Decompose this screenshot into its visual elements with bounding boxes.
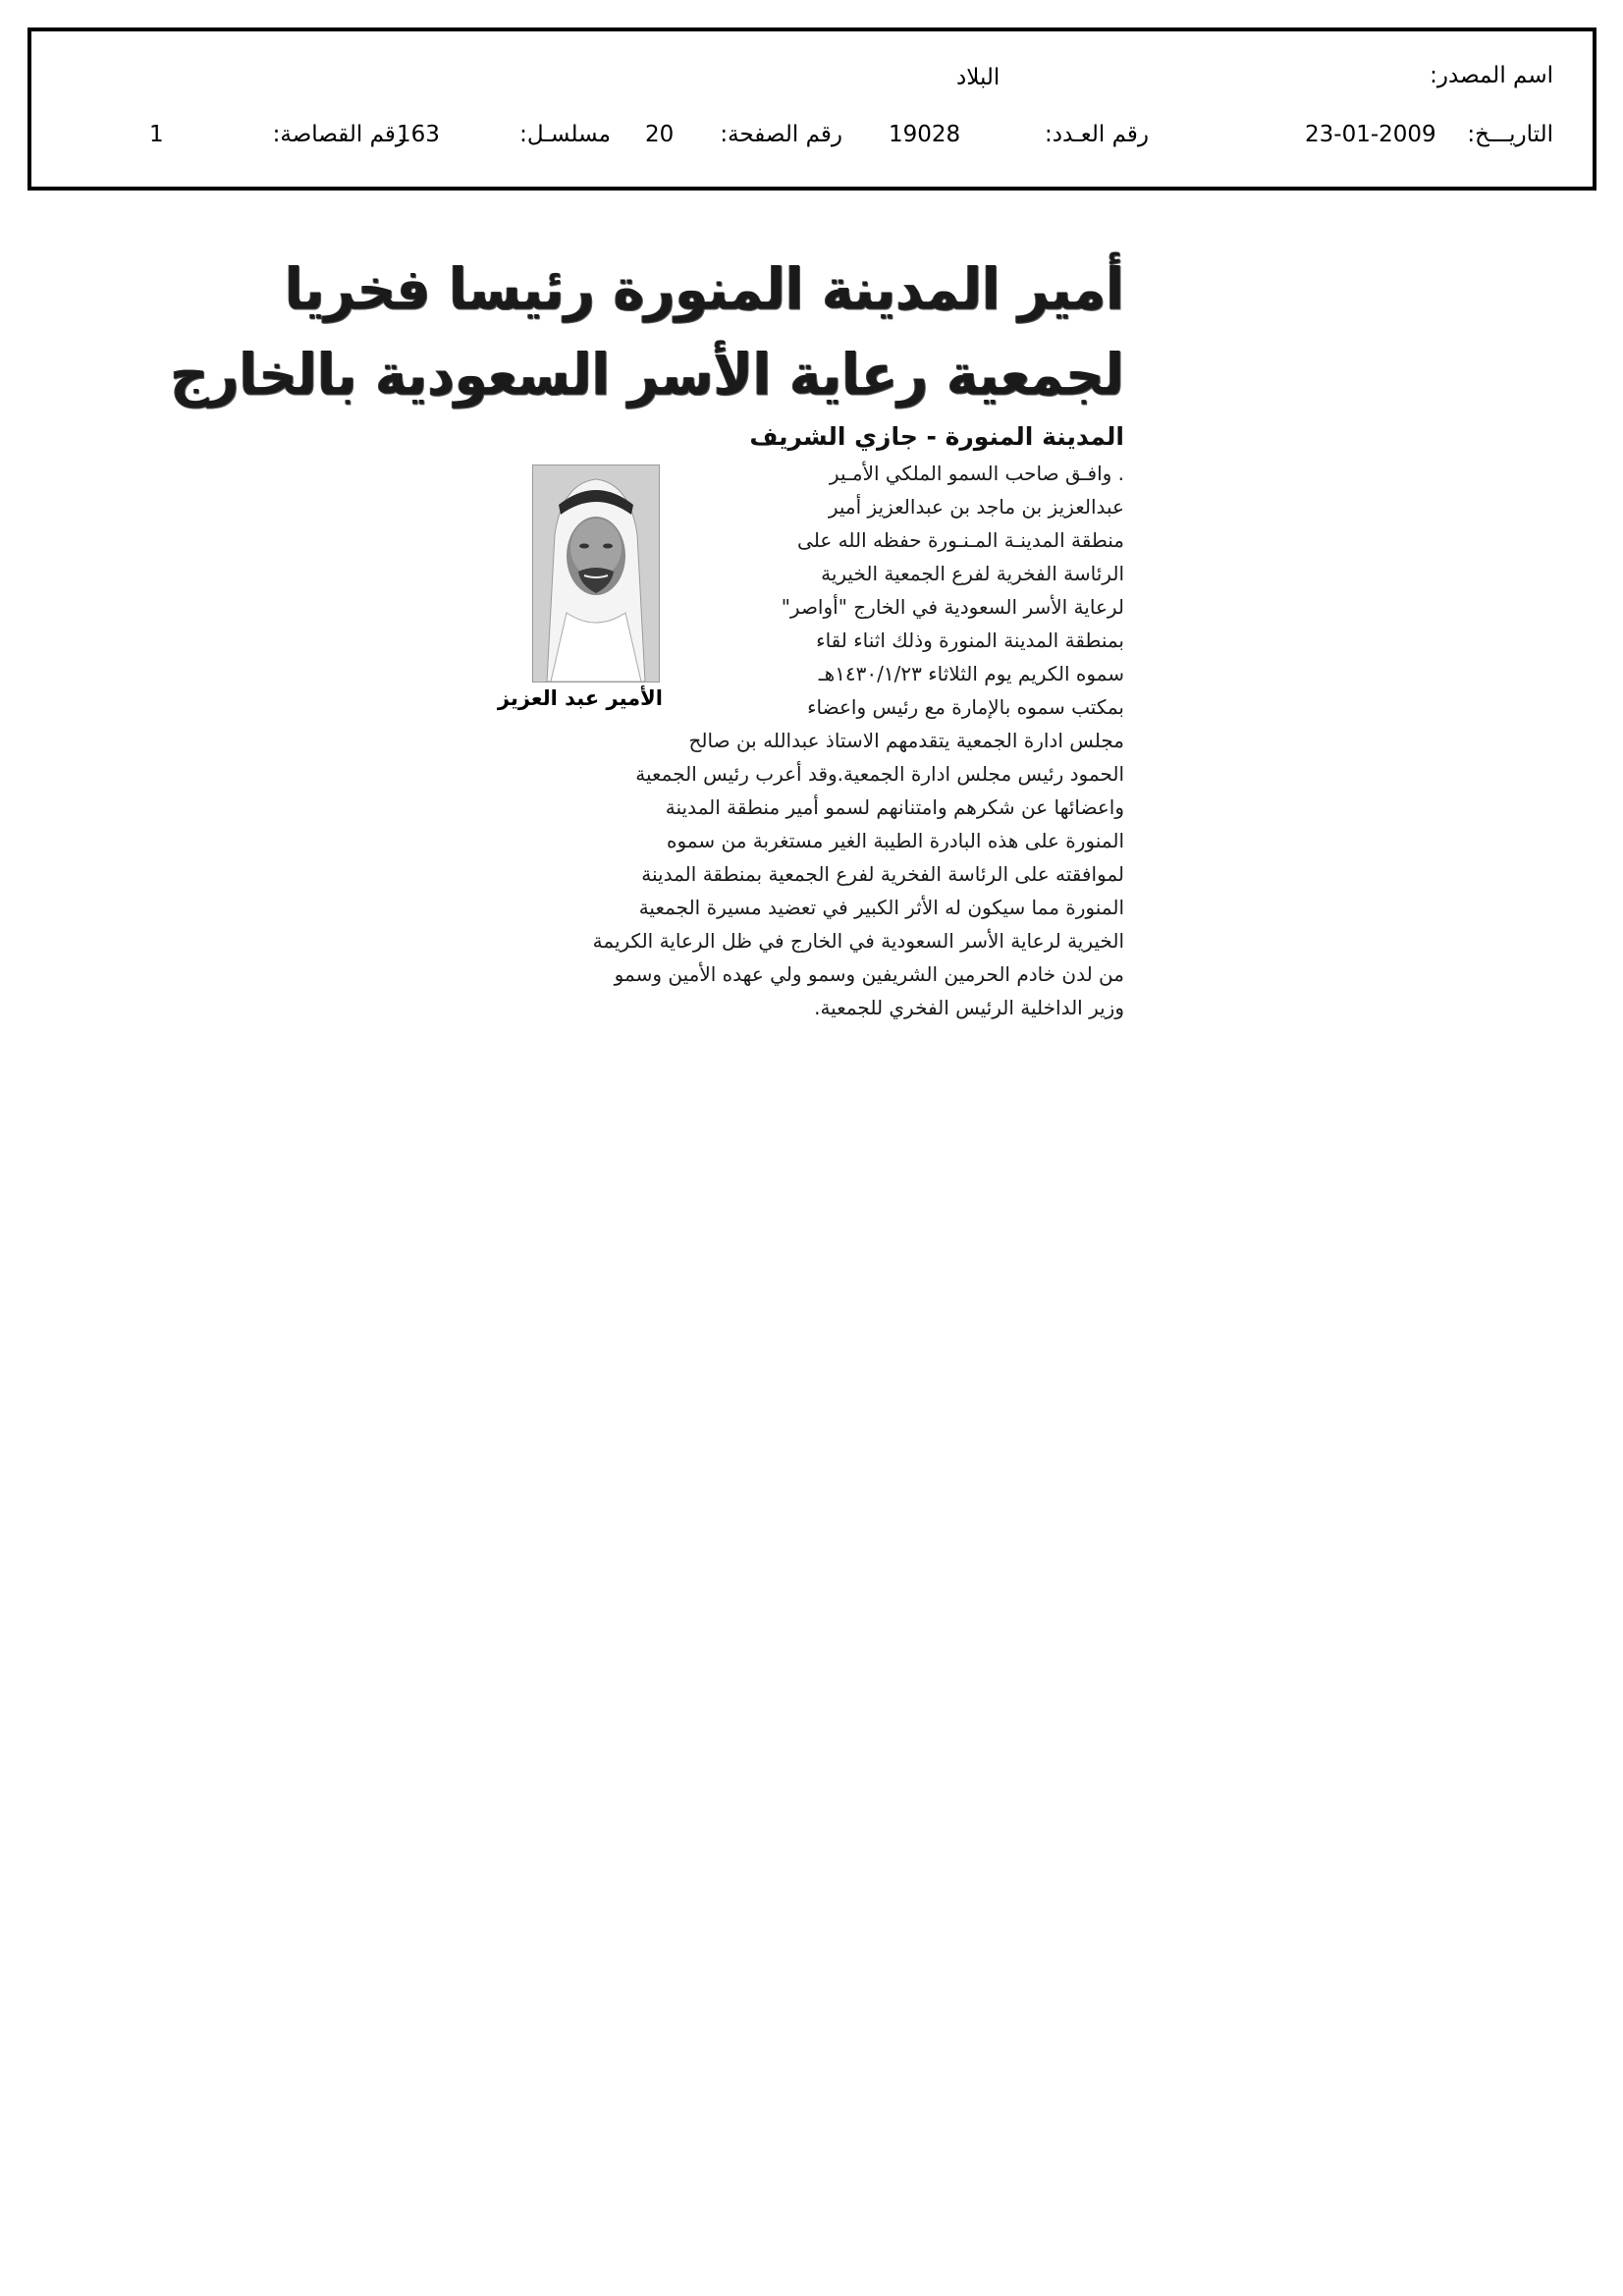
source-value: البلاد xyxy=(956,65,1001,90)
article-line: واعضائها عن شكرهم وامتنانهم لسمو أمير منطقة المدينة xyxy=(665,795,1124,819)
headline-line-1: أمير المدينة المنورة رئيسا فخريا xyxy=(285,255,1124,323)
article-line: مجلس ادارة الجمعية يتقدمهم الاستاذ عبدالله بن صالح xyxy=(688,729,1124,752)
source-label: اسم المصدر: xyxy=(1430,63,1553,88)
article-line: المنورة مما سيكون له الأثر الكبير في تعضيد مسيرة الجمعية xyxy=(638,896,1124,919)
article-line: وزير الداخلية الرئيس الفخري للجمعية. xyxy=(814,996,1124,1019)
article-line: سموه الكريم يوم الثلاثاء ١٤٣٠/١/٢٣هـ xyxy=(818,662,1124,685)
article-line: بمنطقة المدينة المنورة وذلك اثناء لقاء xyxy=(816,629,1124,652)
page-value: 20 xyxy=(645,122,675,147)
page-label: رقم الصفحة: xyxy=(720,122,842,147)
date-value: 23-01-2009 xyxy=(1305,122,1436,147)
newspaper-clipping xyxy=(170,250,1149,1095)
clip-number-value: 1 xyxy=(149,122,164,147)
headline-line-2: لجمعية رعاية الأسر السعودية بالخارج xyxy=(170,341,1124,409)
portrait-illustration xyxy=(533,465,659,682)
article-line: المنورة على هذه البادرة الطيبة الغير مستغربة من سموه xyxy=(667,829,1124,852)
date-label: التاريـــخ: xyxy=(1467,122,1553,147)
article-line: . وافـق صاحب السمو الملكي الأمـير xyxy=(829,462,1124,485)
portrait-photo xyxy=(532,465,660,683)
article-line: عبدالعزيز بن ماجد بن عبدالعزيز أمير xyxy=(828,495,1124,519)
article-line: لرعاية الأسر السعودية في الخارج "أواصر" xyxy=(781,595,1124,619)
article-line: الخيرية لرعاية الأسر السعودية في الخارج في ظل الرعاية الكريمة xyxy=(592,929,1124,953)
photo-caption: الأمير عبد العزيز xyxy=(497,686,663,710)
issue-value: 19028 xyxy=(889,122,961,147)
serial-value: 163 xyxy=(397,122,440,147)
article-line: الرئاسة الفخرية لفرع الجمعية الخيرية xyxy=(821,562,1124,585)
article-line: لموافقته على الرئاسة الفخرية لفرع الجمعية بمنطقة المدينة xyxy=(641,862,1124,886)
clipping-info-box xyxy=(27,27,1596,191)
issue-label: رقم العـدد: xyxy=(1044,122,1149,147)
byline: المدينة المنورة - جازي الشريف xyxy=(749,422,1124,451)
clip-number-label: رقم القصاصة: xyxy=(272,122,406,147)
serial-label: مسلسـل: xyxy=(519,122,611,147)
article-line: الحمود رئيس مجلس ادارة الجمعية.وقد أعرب رئيس الجمعية xyxy=(635,762,1124,786)
article-line: بمكتب سموه بالإمارة مع رئيس واعضاء xyxy=(807,695,1124,719)
article-line: منطقة المدينـة المـنـورة حفظه الله على xyxy=(797,528,1124,552)
article-line: من لدن خادم الحرمين الشريفين وسمو ولي عهده الأمين وسمو xyxy=(614,962,1124,986)
